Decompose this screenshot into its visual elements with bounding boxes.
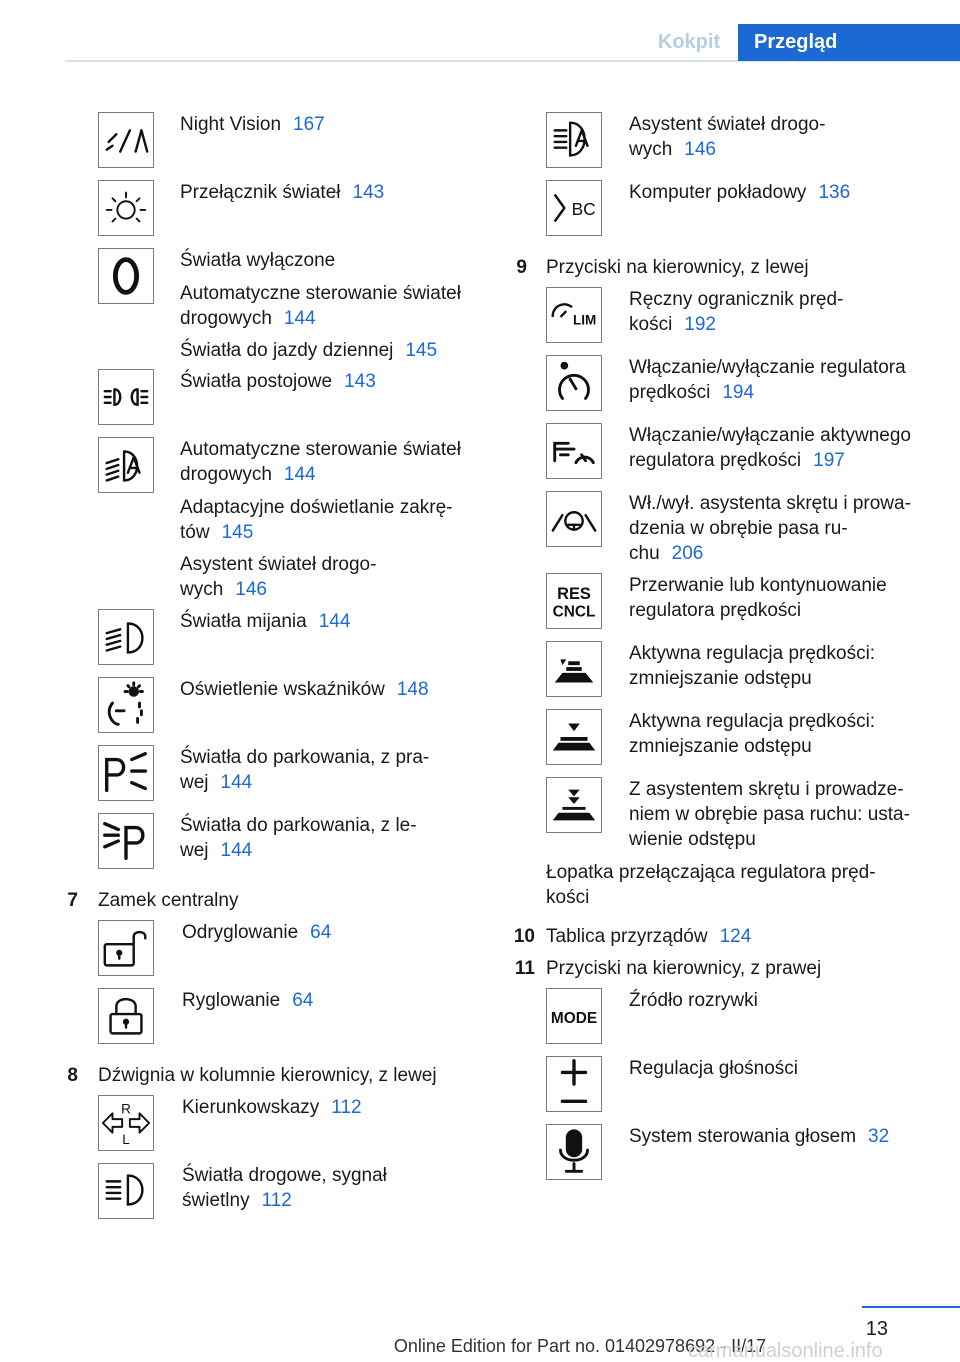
entry-label: Światła postojowe [180,371,333,392]
high-beam-assist-entry-2 [629,112,825,162]
lights-off-icon [98,248,154,304]
speed-limiter-entry [629,287,843,337]
entry-label: Łopatka przełączająca regulatora pręd- [546,862,876,883]
steering-assist-entry [629,491,911,566]
entry-label: dzenia w obrębie pasa ru- [629,518,848,539]
entry-label: tów [180,522,210,543]
entry-label: Światła do parkowania, z le- [180,815,417,836]
parking-right-icon [98,745,154,801]
page-ref-link[interactable]: 144 [283,464,316,485]
auto-headlight-a-icon [98,437,154,493]
page-ref-link[interactable]: 206 [671,543,704,564]
entry-label: Ryglowanie [182,990,281,1011]
entry-label: Automatyczne sterowanie świateł [180,283,461,304]
entry-label: Przełącznik świateł [180,182,341,203]
page-ref-link[interactable]: 64 [292,990,314,1011]
acc-distance-icon [546,641,602,697]
entry-label: świetlny [182,1190,250,1211]
page-ref-link[interactable]: 146 [235,579,267,600]
high-beam-assist-entry [180,552,376,602]
entry-label: Night Vision [180,114,282,135]
page-ref-link[interactable]: 144 [283,308,316,329]
auto-headlight-entry [180,281,461,331]
parking-lights-entry [180,369,376,394]
bc-label: BC [571,198,596,219]
entry-label: Aktywna regulacja prędkości: [629,643,876,664]
lock-entry [182,988,313,1013]
page-ref-link[interactable]: 145 [405,340,438,361]
page-ref-link[interactable]: 112 [261,1190,292,1211]
entry-label: wych [629,139,673,160]
onboard-computer-entry [629,180,850,205]
entry-label: Włączanie/wyłączanie aktywnego [629,425,911,446]
page-ref-link[interactable]: 146 [684,139,716,160]
mode-entry: Źródło rozrywki [629,990,758,1011]
section-number: 8 [67,1065,78,1086]
steer-distance-entry [629,777,910,852]
section-number: 11 [514,958,535,979]
high-beam-assist-icon [546,112,602,168]
entry-label: kości [546,887,590,908]
cruise-control-icon [546,355,602,411]
unlock-icon [98,920,154,976]
high-beam-icon [98,1163,154,1219]
entry-label: Odryglowanie [182,922,299,943]
entry-label: Kierunkowskazy [182,1097,320,1118]
entry-label: Asystent świateł drogo- [180,554,377,575]
res-label: RES [557,585,591,604]
parking-right-entry [180,745,429,795]
page-ref-link[interactable]: 167 [293,114,325,135]
entry-label: Tablica przyrządów [546,926,708,947]
entry-label: Ręczny ogranicznik pręd- [629,289,844,310]
tab-przeglad[interactable]: Przegląd [738,24,960,61]
res-cncl-entry [629,573,887,623]
entry-label: zmniejszanie odstępu [629,668,812,689]
entry-label: Wł./wył. asystenta skrętu i prowa- [629,493,911,514]
entry-label: Aktywna regulacja prędkości: [629,711,876,732]
cruise-control-entry [629,355,906,405]
page-ref-link[interactable]: 64 [310,922,332,943]
page-ref-link[interactable]: 145 [221,522,254,543]
daytime-lights-entry [180,338,437,363]
turn-indicator-icon [98,1095,154,1151]
parking-lights-icon [98,369,154,425]
entry-label: Automatyczne sterowanie świateł [180,439,461,460]
entry-label: niem w obrębie pasa ruchu: usta- [629,804,910,825]
indicators-entry [182,1095,362,1120]
section-title: Przyciski na kierownicy, z prawej [546,958,822,979]
lock-icon [98,988,154,1044]
entry-label: chu [629,543,660,564]
entry-label: regulatora prędkości [629,450,802,471]
res-cncl-icon [546,573,602,629]
entry-label: regulatora prędkości [629,600,802,621]
page-ref-link[interactable]: 144 [220,840,253,861]
footer-divider [862,1306,960,1308]
entry-label: wienie odstępu [629,829,756,850]
active-cruise-entry [629,423,911,473]
entry-label: zmniejszanie odstępu [629,736,812,757]
entry-label: Oświetlenie wskaźników [180,679,385,700]
parking-left-entry [180,813,417,863]
active-cruise-icon [546,423,602,479]
unlock-entry [182,920,331,945]
entry-label: drogowych [180,308,272,329]
entry-label: drogowych [180,464,272,485]
page-ref-link[interactable]: 144 [220,772,253,793]
mode-label: MODE [550,1009,598,1027]
section-title: Zamek centralny [98,890,239,911]
page-ref-link[interactable]: 148 [396,679,429,700]
acc-distance-entry [629,641,875,691]
low-beam-entry [180,609,350,634]
entry-label: prędkości [629,382,711,403]
entry-label: Adaptacyjne doświetlanie zakrę- [180,497,453,518]
auto-headlight-entry-2 [180,437,461,487]
section-number: 10 [513,926,535,947]
entry-label: Światła drogowe, sygnał [182,1165,387,1186]
indicator-l-label: L [122,1132,130,1148]
entry-label: Światła do parkowania, z pra- [180,747,430,768]
section-number: 9 [516,257,527,278]
instrument-lighting-icon [98,677,154,733]
entry-label: wej [180,772,209,793]
page-ref-link[interactable]: 197 [813,450,845,471]
indicator-r-label: R [121,1101,131,1117]
page-ref-link[interactable]: 144 [318,611,351,632]
low-beam-icon [98,609,154,665]
entry-label: Asystent świateł drogo- [629,114,826,135]
entry-label: kości [629,314,673,335]
section-title [546,924,751,949]
page-ref-link[interactable]: 194 [722,382,755,403]
parking-left-icon [98,813,154,869]
page-ref-link[interactable]: 143 [352,182,385,203]
entry-label: Włączanie/wyłączanie regulatora [629,357,906,378]
page-ref-link[interactable]: 124 [719,926,752,947]
adaptive-curve-entry [180,495,453,545]
section-title: Przyciski na kierownicy, z lewej [546,257,809,278]
instrument-lighting-entry [180,677,429,702]
page-ref-link[interactable]: 32 [868,1126,890,1147]
light-switch-entry [180,180,384,205]
entry-label: wych [180,579,224,600]
page-number: 13 [865,1318,888,1340]
entry-label: System sterowania głosem [629,1126,857,1147]
cncl-label: CNCL [552,603,596,621]
night-vision-entry [180,112,325,137]
steer-distance-icon [546,777,602,833]
light-switch-icon [98,180,154,236]
lights-off-entry: Światła wyłączone [180,250,336,271]
watermark: carmanualsonline.info [688,1340,883,1362]
steering-assist-icon [546,491,602,547]
page-ref-link[interactable]: 112 [331,1097,362,1118]
microphone-icon [546,1124,602,1180]
section-title: Dźwignia w kolumnie kierownicy, z lewej [98,1065,437,1086]
tab-kokpit[interactable]: Kokpit [657,31,721,53]
night-vision-icon [98,112,154,168]
page-ref-link[interactable]: 192 [684,314,716,335]
entry-label: Światła do jazdy dziennej [180,340,394,361]
acc-distance-2-entry [629,709,875,759]
lim-label: LIM [572,312,597,328]
page-ref-link[interactable]: 136 [818,182,851,203]
edition-note: Online Edition for Part no. 01402978692 - II/17 [393,1336,767,1356]
mode-icon [546,988,602,1044]
acc-distance-2-icon [546,709,602,765]
entry-label: wej [180,840,209,861]
voice-control-entry [629,1124,889,1149]
entry-label: Przerwanie lub kontynuowanie [629,575,887,596]
rocker-switch-entry [546,860,876,910]
entry-label: Komputer pokładowy [629,182,807,203]
entry-label: Z asystentem skrętu i prowadze- [629,779,904,800]
volume-entry: Regulacja głośności [629,1058,798,1079]
onboard-computer-icon [546,180,602,236]
speed-limiter-icon [546,287,602,343]
volume-icon [546,1056,602,1112]
section-number: 7 [67,890,78,911]
high-beam-entry [182,1163,387,1213]
entry-label: Światła mijania [180,611,307,632]
page-ref-link[interactable]: 143 [344,371,376,392]
